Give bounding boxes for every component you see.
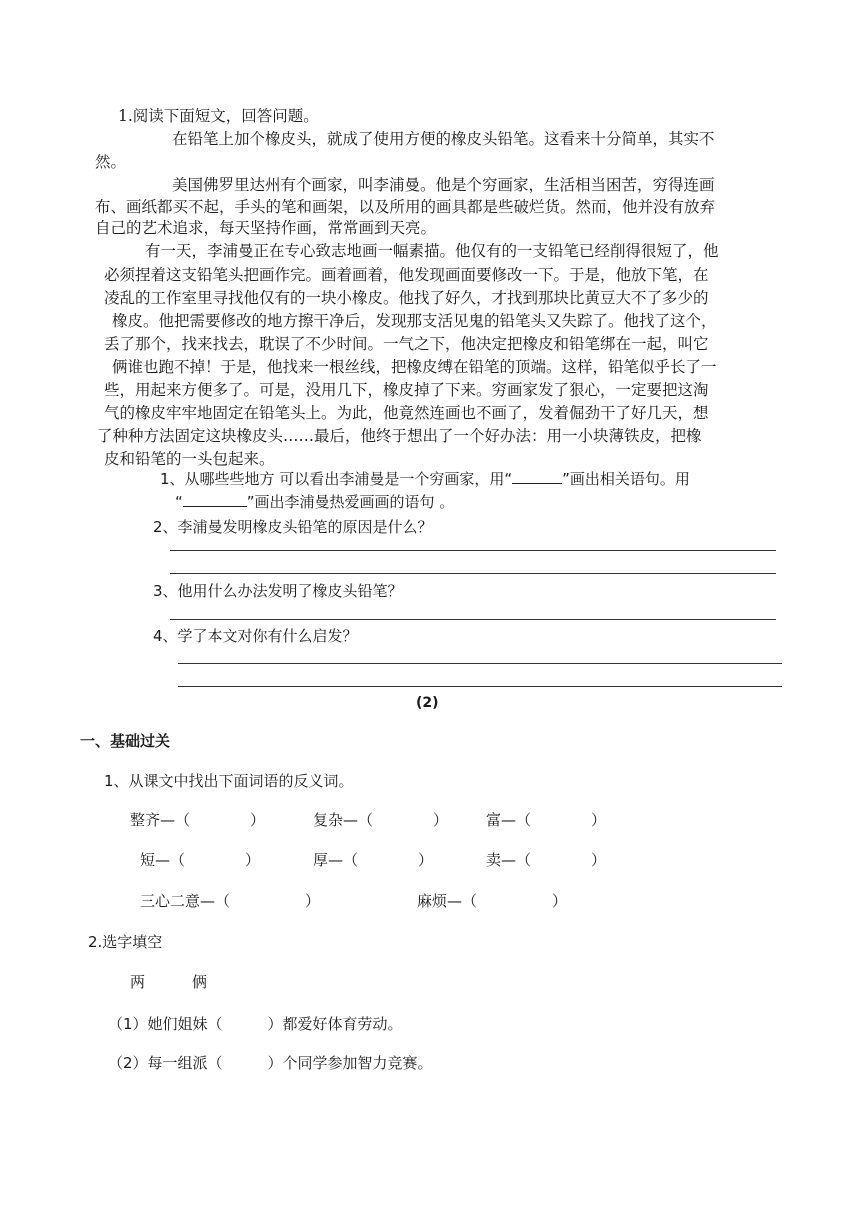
antonym-2[interactable]: 复杂—（ ）	[313, 811, 449, 829]
passage-line-15: 皮和铅笔的一头包起来。	[104, 450, 275, 468]
answer-line[interactable]	[170, 550, 776, 551]
passage-line-4: 布、画纸都买不起，手头的笔和画架，以及所用的画具都是些破烂货。然而，他并没有放弃	[95, 198, 716, 216]
passage-line-13: 气的橡皮牢牢地固定在铅笔头上。为此，他竟然连画也不画了，发着倔劲干了好几天，想	[104, 404, 709, 422]
answer-line[interactable]	[178, 686, 782, 687]
antonym-1[interactable]: 整齐—（ ）	[130, 811, 266, 829]
passage-line-1: 在铅笔上加个橡皮头，就成了使用方便的橡皮头铅笔。这看来十分简单，其实不	[172, 130, 715, 148]
antonym-6[interactable]: 卖—（ ）	[486, 851, 607, 869]
antonym-7[interactable]: 三心二意—（ ）	[140, 892, 321, 910]
item-1-instruction: 1、从课文中找出下面词语的反义词。	[104, 772, 354, 790]
passage-line-9: 橡皮。他把需要修改的地方擦干净后，发现那支活见鬼的铅笔头又失踪了。他找了这个，	[112, 312, 717, 330]
answer-blank[interactable]	[512, 469, 562, 484]
passage-line-10: 丢了那个，找来找去，耽误了不少时间。一气之下，他决定把橡皮和铅笔绑在一起，叫它	[104, 335, 709, 353]
answer-line[interactable]	[178, 663, 782, 664]
antonym-8[interactable]: 麻烦—（ ）	[417, 892, 568, 910]
antonym-5[interactable]: 厚—（ ）	[313, 851, 434, 869]
fill-blank-2[interactable]: （2）每一组派（ ）个同学参加智力竞赛。	[108, 1054, 433, 1072]
question-1-line-2: “ ”画出李浦曼热爱画画的语句 。	[175, 493, 455, 511]
answer-line[interactable]	[170, 573, 776, 574]
passage-line-3: 美国佛罗里达州有个画家，叫李浦曼。他是个穷画家，生活相当困苦，穷得连画	[172, 176, 715, 194]
passage-line-8: 凌乱的工作室里寻找他仅有的一块小橡皮。他找了好久，才找到那块比黄豆大不了多少的	[104, 289, 709, 307]
passage-line-6: 有一天，李浦曼正在专心致志地画一幅素描。他仅有的一支铅笔已经削得很短了，他	[145, 242, 719, 260]
question-4: 4、学了本文对你有什么启发？	[153, 627, 358, 645]
passage-line-14: 了种种方法固定这块橡皮头……最后，他终于想出了一个好办法：用一小块薄铁皮，把橡	[97, 427, 702, 445]
passage-line-12: 些，用起来方便多了。可是，没用几下，橡皮掉了下来。穷画家发了狠心，一定要把这淘	[104, 381, 709, 399]
question-1-line-1: 1、从哪些些地方 可以看出李浦曼是一个穷画家，用“ ”画出相关语句。用	[160, 470, 690, 488]
passage-line-2: 然。	[95, 153, 127, 171]
passage-line-11: 俩谁也跑不掉！于是，他找来一根丝线，把橡皮缚在铅笔的顶端。这样，铅笔似乎长了一	[112, 358, 717, 376]
question-3: 3、他用什么办法发明了橡皮头铅笔？	[153, 582, 403, 600]
choice-liang: 两	[130, 973, 146, 991]
section-title: 一、基础过关	[80, 732, 171, 750]
item-2-instruction: 2.选字填空	[88, 933, 163, 951]
passage-line-7: 必须捏着这支铅笔头把画作完。画着画着，他发现画面要修改一下。于是，他放下笔，在	[104, 266, 709, 284]
answer-line[interactable]	[170, 619, 776, 620]
fill-blank-1[interactable]: （1）她们姐妹（ ）都爱好体育劳动。	[108, 1015, 403, 1033]
question-2: 2、李浦曼发明橡皮头铅笔的原因是什么？	[153, 518, 433, 536]
passage-line-5: 自己的艺术追求，每天坚持作画，常常画到天亮。	[95, 219, 437, 237]
antonym-3[interactable]: 富—（ ）	[486, 811, 607, 829]
choice-lia: 俩	[192, 973, 208, 991]
section-number: (2)	[416, 695, 439, 711]
reading-heading: 1.阅读下面短文，回答问题。	[118, 107, 319, 125]
answer-blank[interactable]	[183, 492, 247, 507]
antonym-4[interactable]: 短—（ ）	[140, 851, 261, 869]
